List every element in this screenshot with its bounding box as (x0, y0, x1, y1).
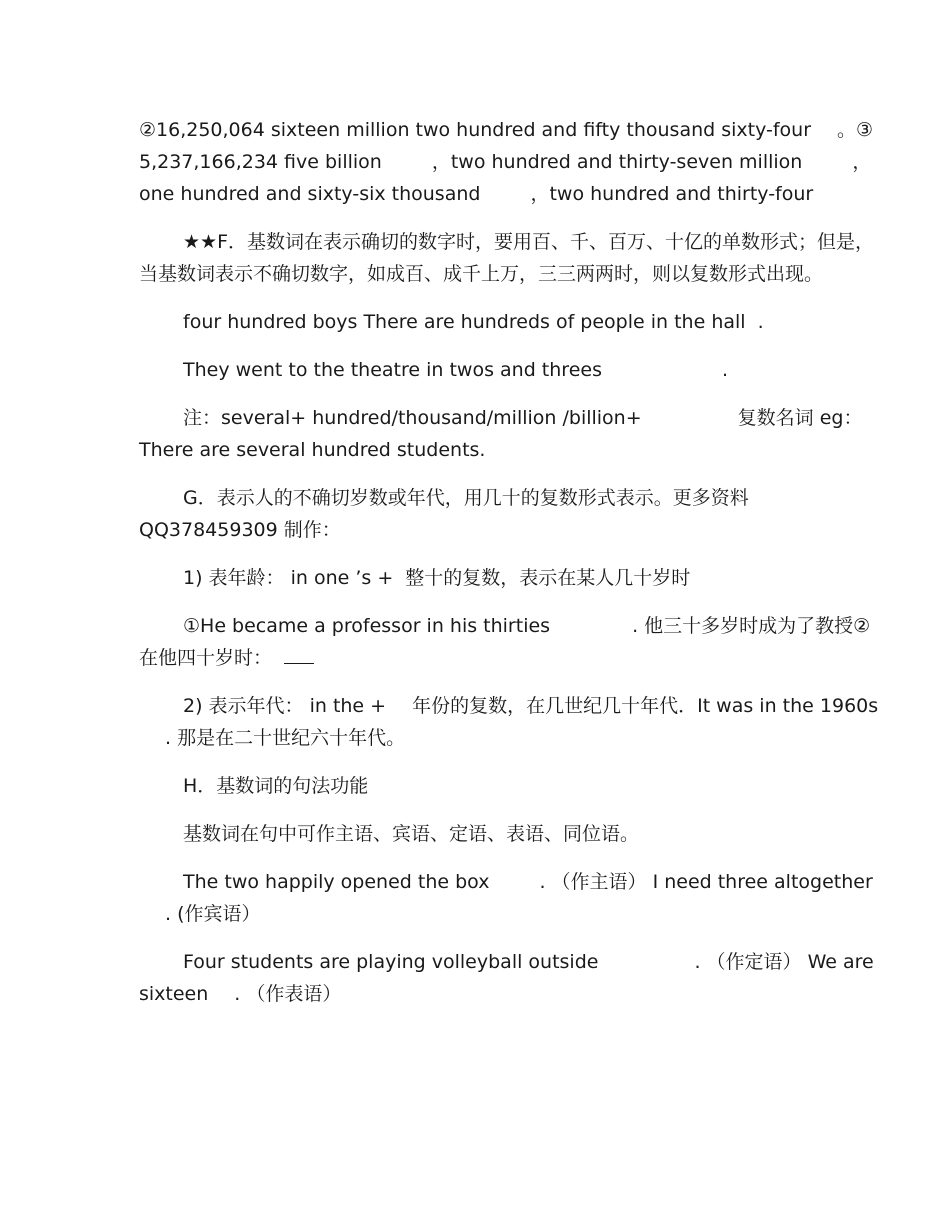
paragraph-twos-example (139, 354, 889, 386)
attribute-example-text: Four students are playing volleyball outside (183, 951, 599, 973)
example-3-text: 。③ 5,237,166,234 five billion (139, 119, 874, 173)
paragraph-hundreds-example (139, 306, 889, 338)
age-rule-desc: 整十的复数，表示在某人几十岁时 (405, 567, 691, 589)
note-several-text: 注：several+ hundred/thousand/million /billion+ (183, 407, 642, 429)
age-example-translation: . 他三十多岁时成为了教授②在他四十岁时： (139, 615, 871, 669)
paragraph-decade-rule (139, 690, 889, 754)
age-rule-prefix: 1) 表年龄： in one ’s + (183, 567, 394, 589)
age-example-text: ①He became a professor in his thirties (183, 615, 551, 637)
decade-rule-translation: . 那是在二十世纪六十年代。 (165, 727, 406, 749)
paragraph-age-rule (139, 562, 889, 594)
paragraph-note-several (139, 402, 889, 466)
decade-rule-desc: 年份的复数，在几世纪几十年代．It was in the 1960s (412, 695, 879, 717)
fill-in-blank (284, 645, 314, 664)
twos-example-text: They went to the theatre in twos and threes (183, 359, 602, 381)
hundreds-example-period: . (757, 311, 764, 333)
example-3-thousand: ，one hundred and sixty-six thousand (139, 151, 872, 205)
paragraph-age-example (139, 610, 889, 674)
object-example-label: . (作宾语） (165, 903, 261, 925)
paragraph-syntax-functions (139, 818, 889, 850)
twos-example-period: . (721, 359, 729, 381)
example-3-rest: ，two hundred and thirty-four (530, 183, 814, 205)
decade-rule-prefix: 2) 表示年代： in the + (183, 695, 387, 717)
paragraph-subject-object-examples (139, 866, 889, 930)
object-example-text: . （作主语） I need three altogether (539, 871, 873, 893)
rule-f-text: ★★F．基数词在表示确切的数字时，要用百、千、百万、十亿的单数形式；但是，当基数词表示不确切数字，如成百、成千上万，三三两两时，则以复数形式出现。 (139, 231, 874, 285)
paragraph-rule-g (139, 482, 889, 546)
example-2-text: ②16,250,064 sixteen million two hundred and fifty thousand sixty-four (139, 119, 812, 141)
predicative-example-text: . （作定语） We are sixteen (139, 951, 874, 1005)
hundreds-example-text: four hundred boys There are hundreds of people in the hall (183, 311, 746, 333)
paragraph-attribute-predicative-examples (139, 946, 889, 1010)
paragraph-rule-f (139, 226, 889, 290)
note-several-example: 复数名词 eg：There are several hundred students. (139, 407, 863, 461)
syntax-functions-text: 基数词在句中可作主语、宾语、定语、表语、同位语。 (183, 823, 640, 845)
rule-h-heading: H．基数词的句法功能 (183, 775, 369, 797)
example-3-million: ，two hundred and thirty-seven million (431, 151, 803, 173)
paragraph-number-examples (139, 114, 889, 210)
predicative-example-label: . （作表语） (234, 983, 342, 1005)
rule-g-text: G．表示人的不确切岁数或年代，用几十的复数形式表示。更多资料 QQ378459309 制作： (139, 487, 749, 541)
document-body (139, 114, 889, 1026)
paragraph-rule-h (139, 770, 889, 802)
subject-example-text: The two happily opened the box (183, 871, 490, 893)
